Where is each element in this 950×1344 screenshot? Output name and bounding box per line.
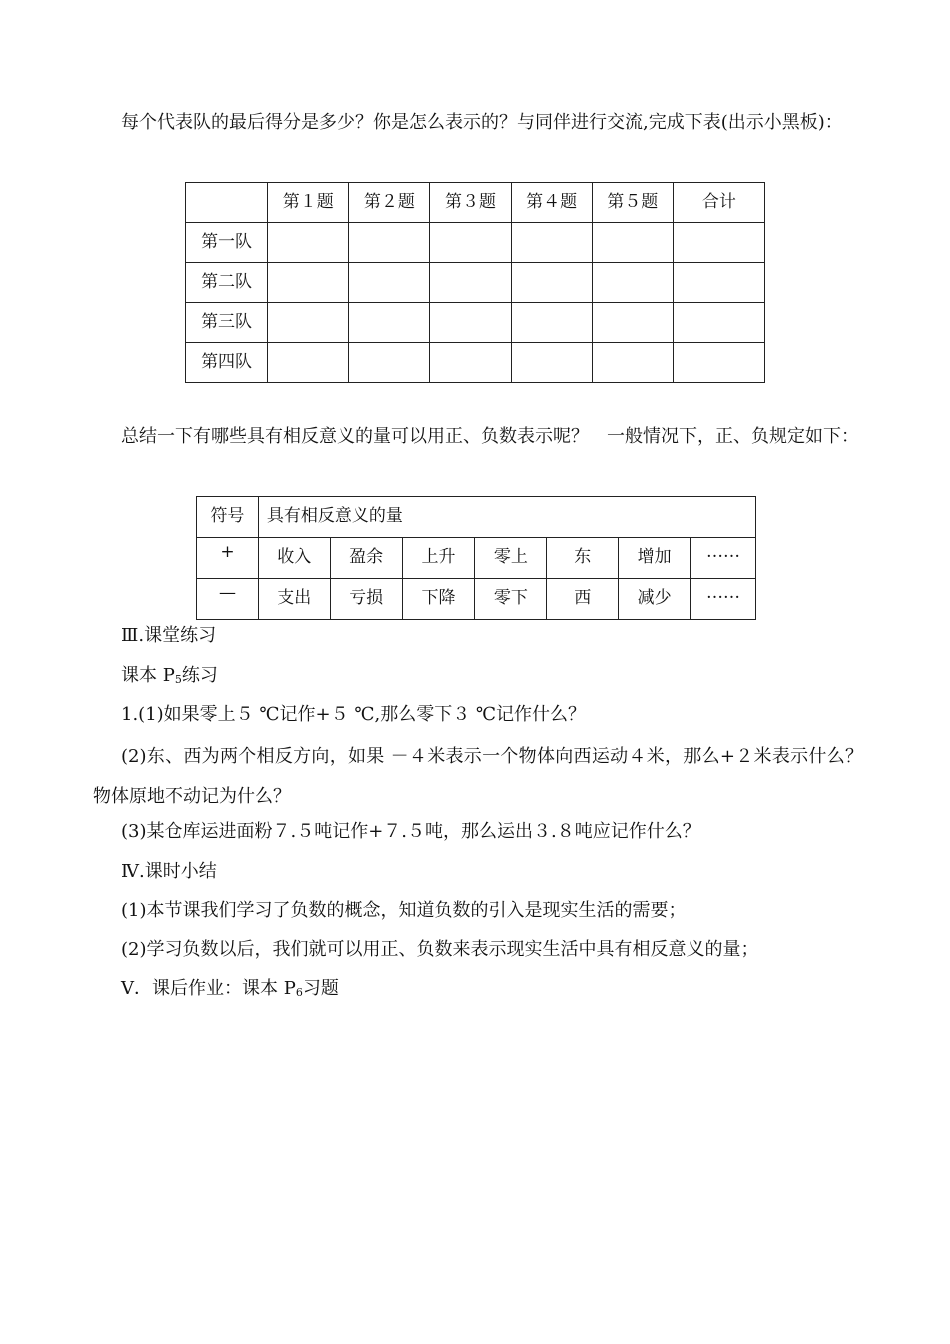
score-cell xyxy=(349,343,430,383)
quantity-cell: 支出 xyxy=(258,579,330,620)
homework-line xyxy=(121,977,339,1005)
score-cell xyxy=(592,263,673,303)
table-row xyxy=(197,538,756,579)
textbook-suffix: 练习 xyxy=(181,665,218,686)
section-4-heading: Ⅳ.课时小结 xyxy=(121,861,217,882)
score-cell xyxy=(268,263,349,303)
score-cell xyxy=(430,303,511,343)
table-row xyxy=(197,579,756,620)
score-table-header-row xyxy=(186,183,765,223)
header-cell xyxy=(186,183,268,223)
header-cell: 第４题 xyxy=(511,183,592,223)
score-cell xyxy=(268,223,349,263)
summary-point-1: (1)本节课我们学习了负数的概念，知道负数的引入是现实生活的需要； xyxy=(121,900,687,921)
textbook-exercise-line xyxy=(121,664,218,692)
sign-table-header-row xyxy=(197,497,756,538)
table-row xyxy=(186,223,765,263)
textbook-label: 课本 P xyxy=(121,665,175,686)
quantity-cell: 东 xyxy=(547,538,619,579)
sign-table xyxy=(196,496,756,620)
score-cell xyxy=(592,303,673,343)
question-3: (3)某仓库运进面粉７.５吨记作+７.５吨，那么运出３.８吨应记作什么？ xyxy=(121,821,701,842)
score-cell xyxy=(511,343,592,383)
section-3-heading: Ⅲ.课堂练习 xyxy=(121,625,217,646)
quantity-cell: …… xyxy=(691,538,756,579)
intro-paragraph: 每个代表队的最后得分是多少？你是怎么表示的？与同伴进行交流,完成下表(出示小黑板)： xyxy=(121,112,843,133)
quantity-cell: 零下 xyxy=(475,579,547,620)
page-subscript: 5 xyxy=(174,673,182,686)
team-label: 第二队 xyxy=(186,263,268,303)
header-cell: 第１题 xyxy=(268,183,349,223)
table-row xyxy=(186,263,765,303)
total-cell xyxy=(673,223,764,263)
quantity-cell: 下降 xyxy=(402,579,475,620)
header-cell: 第３题 xyxy=(430,183,511,223)
quantity-header: 具有相反意义的量 xyxy=(258,497,755,538)
summary-paragraph: 总结一下有哪些具有相反意义的量可以用正、负数表示呢？ 一般情况下，正、负规定如下： xyxy=(121,426,859,447)
total-cell xyxy=(673,303,764,343)
score-cell xyxy=(511,303,592,343)
sign-plus: + xyxy=(197,538,259,579)
score-cell xyxy=(349,223,430,263)
header-cell: 第２题 xyxy=(349,183,430,223)
quantity-cell: 上升 xyxy=(402,538,475,579)
quantity-cell: 亏损 xyxy=(330,579,402,620)
homework-label: Ⅴ．课后作业：课本 P xyxy=(121,978,296,999)
score-cell xyxy=(268,343,349,383)
table-row xyxy=(186,343,765,383)
quantity-cell: 收入 xyxy=(258,538,330,579)
score-cell xyxy=(430,263,511,303)
score-cell xyxy=(511,223,592,263)
team-label: 第三队 xyxy=(186,303,268,343)
score-cell xyxy=(349,303,430,343)
quantity-cell: …… xyxy=(691,579,756,620)
score-cell xyxy=(349,263,430,303)
sign-header: 符号 xyxy=(197,497,259,538)
score-cell xyxy=(592,223,673,263)
quantity-cell: 西 xyxy=(547,579,619,620)
score-cell xyxy=(592,343,673,383)
total-cell xyxy=(673,263,764,303)
score-cell xyxy=(430,343,511,383)
score-cell xyxy=(511,263,592,303)
header-cell: 合计 xyxy=(673,183,764,223)
quantity-cell: 减少 xyxy=(619,579,691,620)
team-label: 第四队 xyxy=(186,343,268,383)
sign-minus: — xyxy=(197,579,259,620)
table-row xyxy=(186,303,765,343)
score-cell xyxy=(268,303,349,343)
page-subscript: 6 xyxy=(295,986,303,999)
homework-suffix: 习题 xyxy=(302,978,339,999)
question-1: 1.(1)如果零上５ ℃记作+５ ℃,那么零下３ ℃记作什么？ xyxy=(121,704,587,725)
score-cell xyxy=(430,223,511,263)
quantity-cell: 盈余 xyxy=(330,538,402,579)
header-cell: 第５题 xyxy=(592,183,673,223)
quantity-cell: 零上 xyxy=(475,538,547,579)
quantity-cell: 增加 xyxy=(619,538,691,579)
summary-point-2: (2)学习负数以后，我们就可以用正、负数来表示现实生活中具有相反意义的量； xyxy=(121,939,759,960)
total-cell xyxy=(673,343,764,383)
score-table xyxy=(185,182,765,383)
team-label: 第一队 xyxy=(186,223,268,263)
question-2: (2)东、西为两个相反方向，如果 －４米表示一个物体向西运动４米，那么+２米表示什么？物体原地不动记为什么？ xyxy=(93,746,863,807)
